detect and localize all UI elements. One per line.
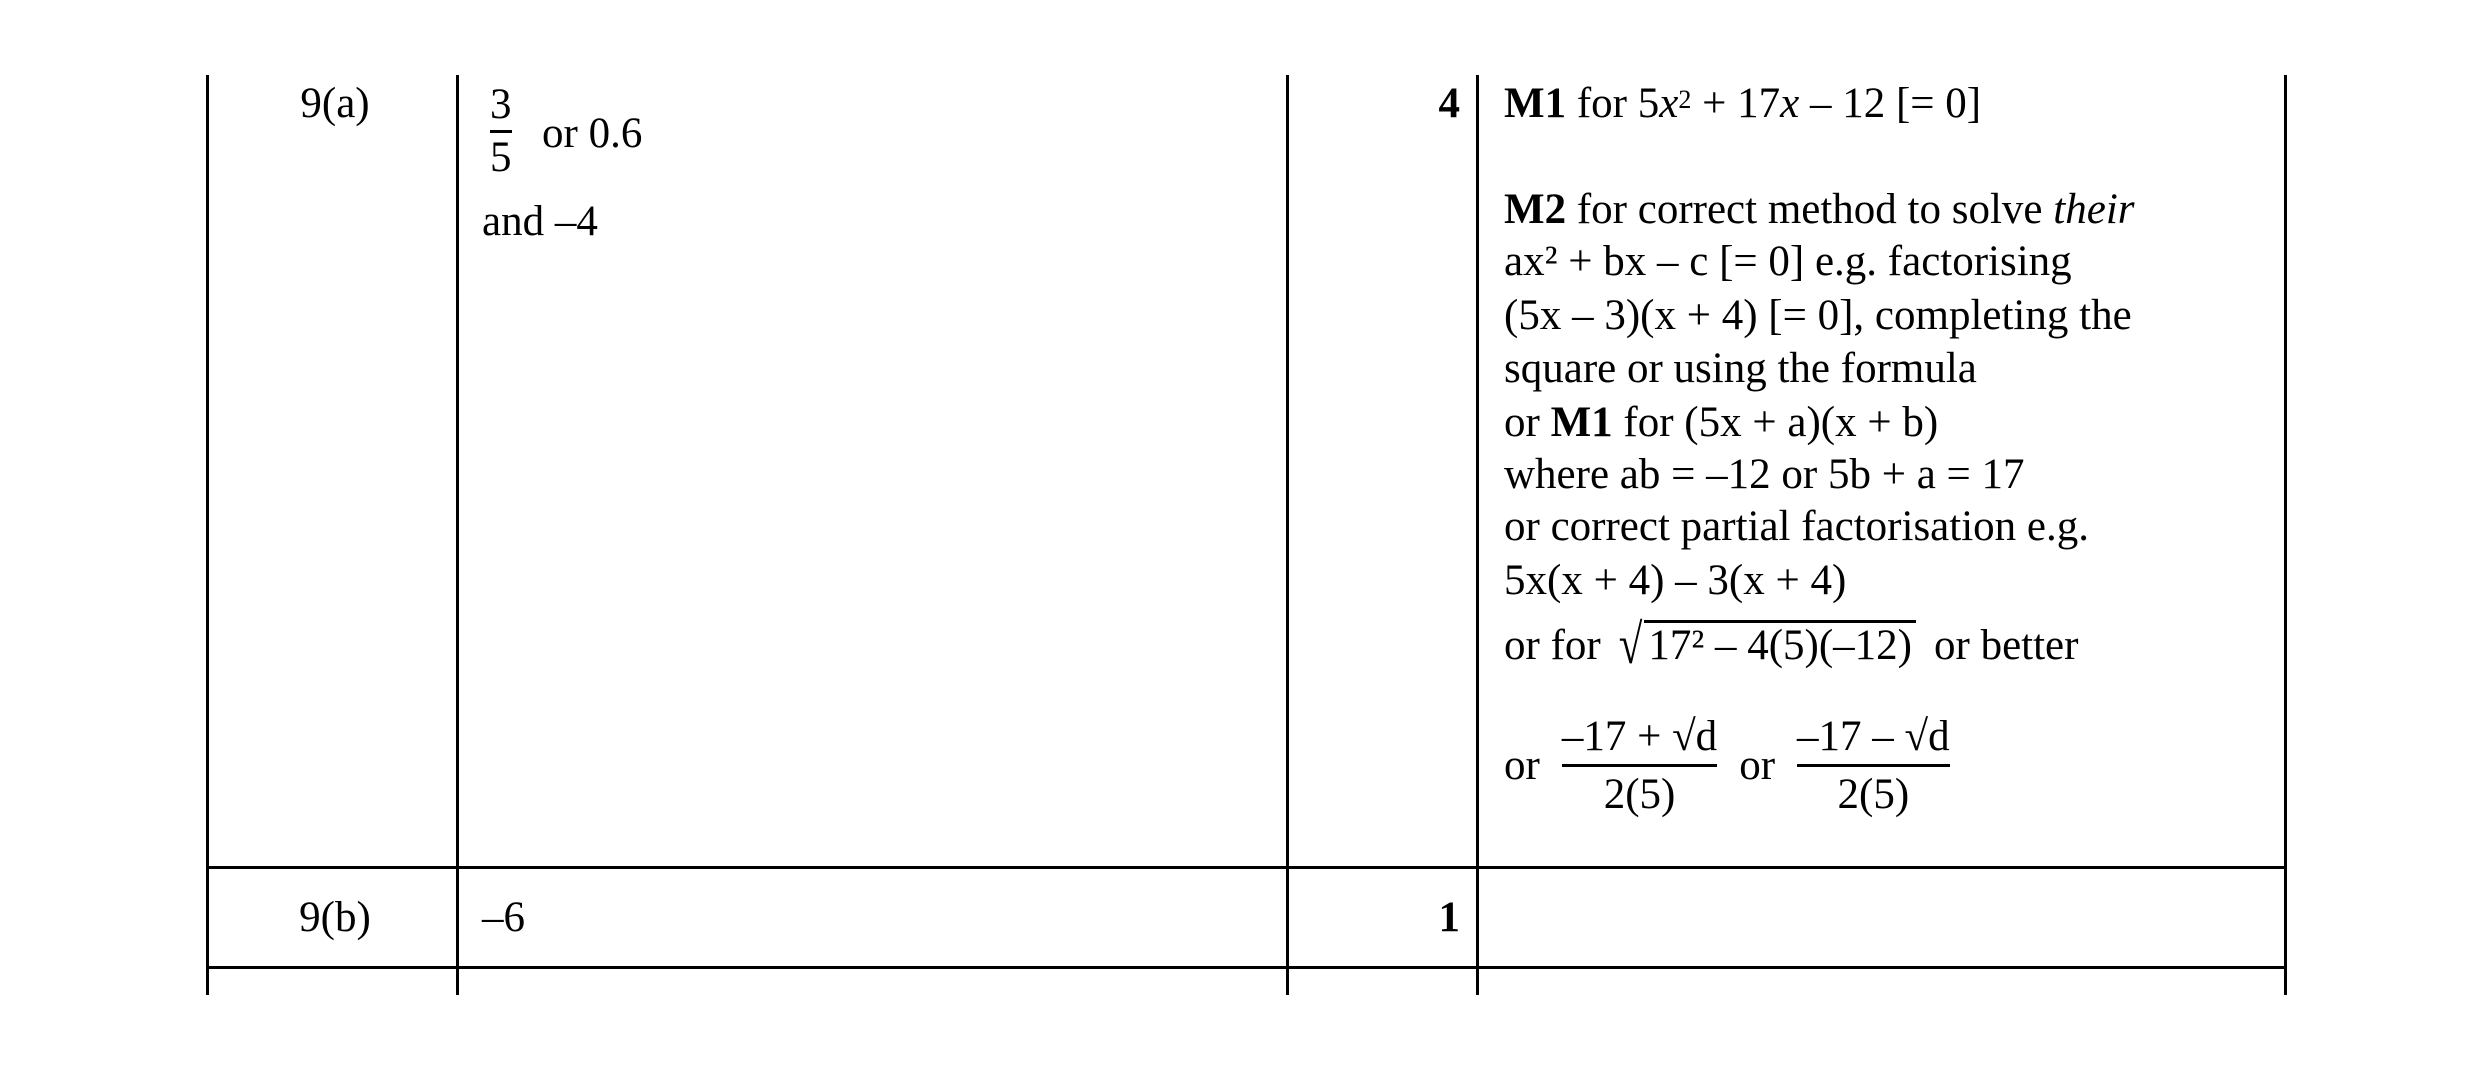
guidance-line: (5x – 3)(x + 4) [= 0], completing the <box>1504 292 2132 339</box>
variable-x: x <box>1659 80 1679 127</box>
square-root <box>1618 614 1916 677</box>
question-number: 9(b) <box>299 894 371 941</box>
fraction-denominator: 2(5) <box>1837 770 1910 818</box>
answer-second-root: and –4 <box>482 198 598 245</box>
table-border-right <box>2284 75 2287 995</box>
guidance-line: square or using the formula <box>1504 345 1977 392</box>
guidance-formula-line <box>1504 700 1964 830</box>
guidance-text: – 12 [= 0] <box>1799 80 1982 127</box>
radicand: 17² – 4(5)(–12) <box>1644 620 1916 669</box>
variable-x: x <box>1780 80 1800 127</box>
fraction-numerator: –17 + √d <box>1561 712 1718 760</box>
formula-fraction-plus <box>1562 712 1717 819</box>
guidance-discriminant-line <box>1504 614 2078 676</box>
table-divider-question <box>456 75 459 995</box>
row-divider <box>206 866 2287 869</box>
fraction-denominator: 5 <box>490 134 512 181</box>
fraction-bar <box>1797 764 1950 767</box>
fraction-bar <box>1562 764 1717 767</box>
guidance-line: or correct partial factorisation e.g. <box>1504 503 2089 550</box>
guidance-text: for 5 <box>1576 80 1660 127</box>
answer-alternative: or 0.6 <box>542 110 643 157</box>
table-divider-marks <box>1476 75 1479 995</box>
guidance-text: for (5x + a)(x + b) <box>1623 399 1939 446</box>
radical-sign-icon: √ <box>1618 614 1643 677</box>
guidance-m1-line <box>1504 78 1981 130</box>
answer-value: –6 <box>482 894 525 941</box>
mark-code-m1: M1 <box>1550 399 1613 446</box>
formula-fraction-minus <box>1797 712 1950 819</box>
guidance-text: + 17 <box>1691 80 1781 127</box>
fraction-bar <box>490 130 512 133</box>
fraction-denominator: 2(5) <box>1603 770 1676 818</box>
exponent: 2 <box>1678 85 1692 114</box>
guidance-line: 5x(x + 4) – 3(x + 4) <box>1504 557 1847 604</box>
guidance-line: where ab = –12 or 5b + a = 17 <box>1504 451 2025 498</box>
guidance-text: for correct method to solve <box>1576 186 2043 233</box>
marks-value: 4 <box>1438 80 1460 127</box>
guidance-text: or <box>1504 399 1540 446</box>
fraction-numerator: –17 – √d <box>1797 712 1950 760</box>
marks-value: 1 <box>1438 894 1460 941</box>
mark-code-m1: M1 <box>1504 80 1567 127</box>
guidance-line: ax² + bx – c [= 0] e.g. factorising <box>1504 238 2072 285</box>
guidance-m2-line <box>1504 184 2135 236</box>
guidance-text: or for <box>1504 621 1601 669</box>
table-divider-answer <box>1286 75 1289 995</box>
guidance-line <box>1504 397 1938 449</box>
mark-code-m2: M2 <box>1504 186 1567 233</box>
guidance-text: or <box>1504 741 1540 789</box>
question-number: 9(a) <box>300 80 370 127</box>
row-divider-bottom <box>206 966 2287 969</box>
guidance-text: or better <box>1934 621 2079 669</box>
table-border-left <box>206 75 209 995</box>
guidance-text: or <box>1739 741 1776 789</box>
guidance-their: their <box>2053 186 2135 233</box>
fraction-numerator: 3 <box>490 81 512 128</box>
answer-fraction <box>490 82 512 181</box>
